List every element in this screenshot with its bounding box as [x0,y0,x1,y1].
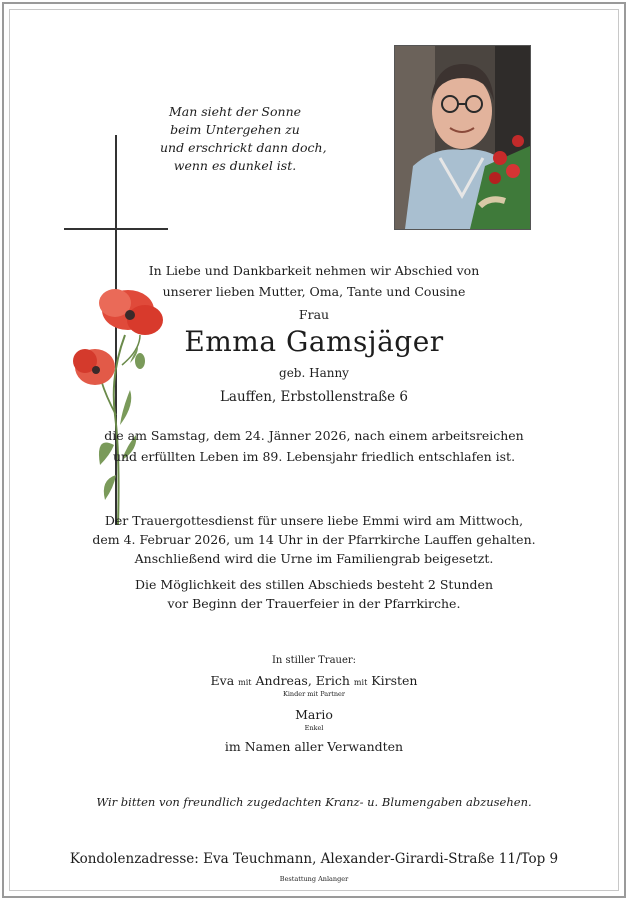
deceased-name: Emma Gamsjäger [184,325,444,358]
farewell-line: Die Möglichkeit des stillen Abschieds besteht 2 Stunden [135,577,493,592]
quote-line: beim Untergehen zu [170,122,300,137]
deceased-address: Lauffen, Erbstollenstraße 6 [219,389,409,405]
memorial-quote [160,103,327,175]
farewell-details [0,575,628,613]
quote-line: Man sieht der Sonne [168,104,302,119]
intro-line: unserer lieben Mutter, Oma, Tante und Cousine [162,284,466,299]
flower-request: Wir bitten von freundlich zugedachten Kranz- u. Blumengaben abzusehen. [96,795,532,809]
condolence-address: Kondolenzadresse: Eva Teuchmann, Alexander-Girardi-Straße 11/Top 9 [69,851,559,867]
intro-text [0,260,628,302]
mourner-name: Erich [315,673,350,688]
service-line: Anschließend wird die Urne im Familiengrab beigesetzt. [134,551,494,566]
intro-line: In Liebe und Dankbarkeit nehmen wir Abschied von [148,263,480,278]
relatives-line: im Namen aller Verwandten [224,739,404,754]
service-line: dem 4. Februar 2026, um 14 Uhr in der Pfarrkirche Lauffen gehalten. [92,532,536,547]
mit-label: mit [353,678,368,687]
maiden-name: geb. Hanny [279,366,349,380]
mourner-name: Andreas, [255,673,312,688]
mourner-grandchild: Mario [295,707,333,722]
mit-label: mit [238,678,252,687]
death-line: die am Samstag, dem 24. Jänner 2026, nach einem arbeitsreichen [104,428,524,443]
mourner-name: Eva [210,673,235,688]
salutation: Frau [298,307,330,322]
death-notice [0,425,628,467]
children-caption: Kinder mit Partner [282,690,346,698]
portrait-photo [394,45,531,230]
farewell-line: vor Beginn der Trauerfeier in der Pfarrkirche. [167,596,461,611]
mourners-children [0,673,628,688]
quote-line: wenn es dunkel ist. [173,158,297,173]
cross-horizontal [64,228,168,230]
quote-line: und erschrickt dann doch, [160,140,327,155]
service-details [0,511,628,568]
funeral-home: Bestattung Anlanger [279,875,349,883]
death-line: und erfüllten Leben im 89. Lebensjahr friedlich entschlafen ist. [112,449,516,464]
mourner-name: Kirsten [371,673,418,688]
grandchild-caption: Enkel [304,724,324,732]
service-line: Der Trauergottesdienst für unsere liebe Emmi wird am Mittwoch, [104,513,524,528]
mourners-heading: In stiller Trauer: [271,655,357,666]
portrait-illustration [395,46,530,229]
